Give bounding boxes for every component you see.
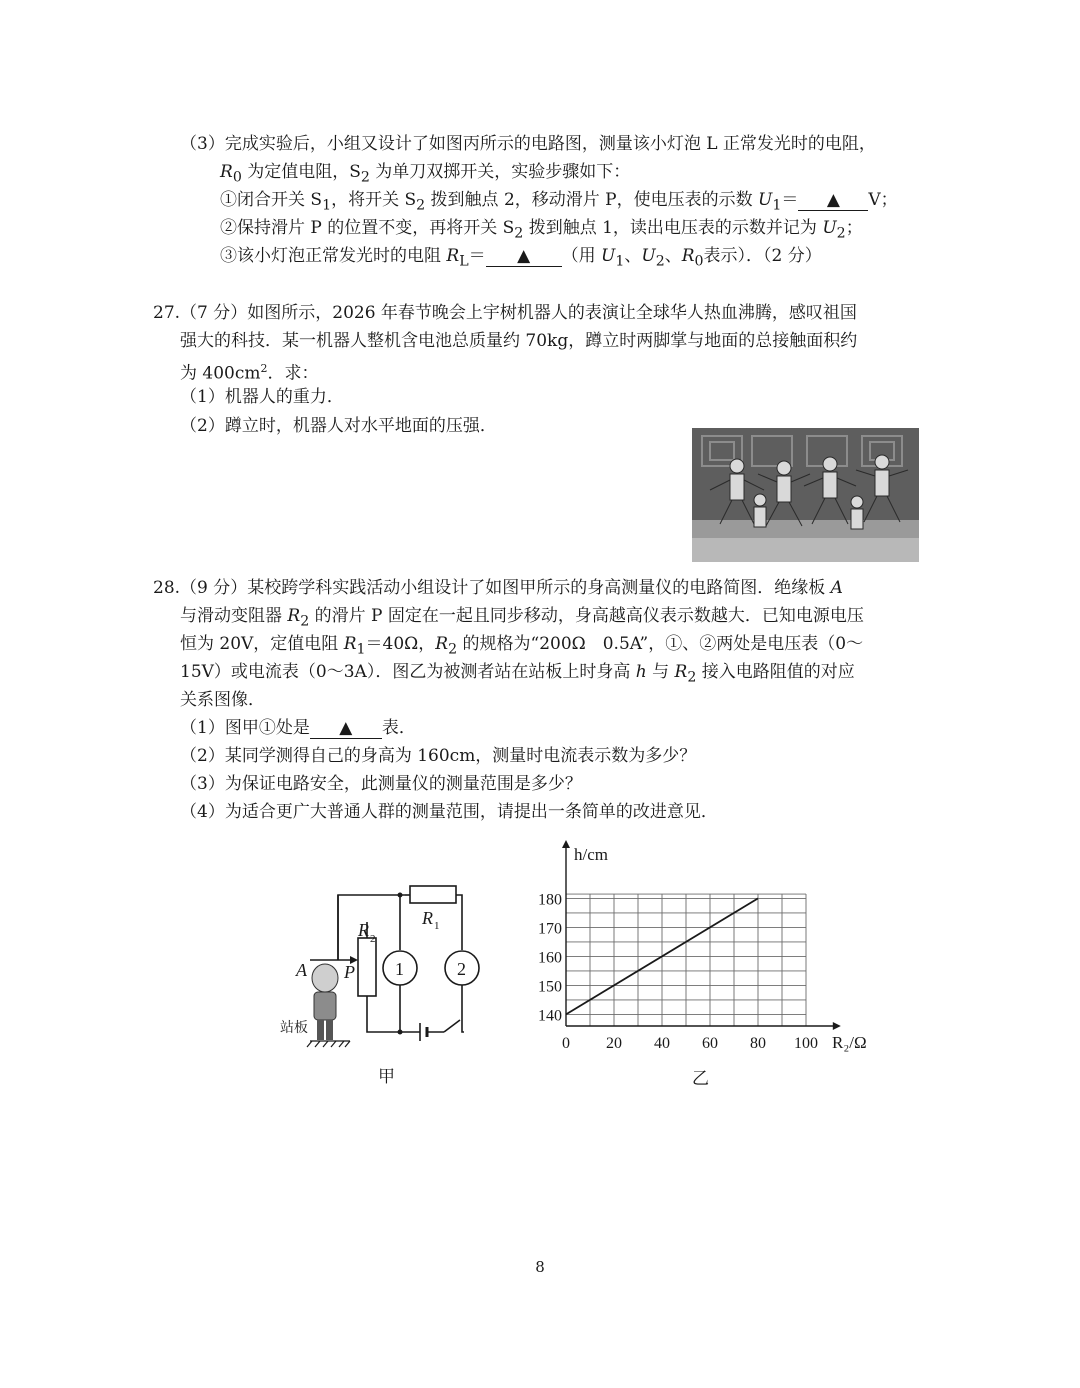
label-a: A — [296, 960, 307, 980]
answer-blank-u1: ▲ — [798, 190, 868, 211]
subscript: 1 — [322, 197, 332, 214]
robot-photo-drawing — [692, 428, 919, 562]
q28-line2 — [180, 604, 864, 633]
height-resistance-chart — [520, 838, 900, 1060]
text: ①闭合开关 S — [220, 190, 323, 210]
superscript: 2 — [260, 362, 268, 375]
variable: U — [641, 246, 656, 266]
variable: h — [635, 662, 647, 682]
text: （1）图甲①处是 — [180, 718, 310, 738]
text: ，将开关 S — [331, 190, 417, 210]
subscript: 1 — [772, 197, 782, 214]
junction-dot — [398, 1030, 403, 1035]
resistor-r2-symbol — [358, 938, 376, 996]
y-tick-label: 140 — [538, 1007, 562, 1025]
text: ＝ — [468, 246, 486, 266]
page-number: 8 — [535, 1258, 545, 1276]
text: 的滑片 P 固定在一起且同步移动，身高越高仪表示数越大．已知电源电压 — [309, 606, 864, 626]
meter-2-label: 2 — [457, 959, 466, 979]
x-tick-label: 40 — [654, 1035, 670, 1052]
resistor-r1-symbol — [410, 886, 456, 903]
q28-line5: 关系图像． — [180, 690, 265, 710]
subscript: 2 — [360, 169, 370, 186]
y-tick-label: 170 — [538, 920, 562, 938]
chart-ticks — [538, 891, 818, 1052]
y-tick-label: 180 — [538, 891, 562, 909]
x-axis-label: R₂/Ω — [832, 1033, 867, 1052]
x-axis-arrowhead — [833, 1022, 841, 1030]
text: 、 — [664, 246, 682, 266]
text: 28.（9 分）某校跨学科实践活动小组设计了如图甲所示的身高测量仪的电路简图．绝缘板 — [153, 578, 831, 598]
variable: R — [343, 634, 357, 654]
x-tick-label: 0 — [562, 1035, 570, 1052]
wire-right — [456, 895, 462, 950]
text: ．求： — [267, 363, 319, 384]
text: ③该小灯泡正常发光时的电阻 — [220, 246, 447, 266]
junction-dot — [398, 893, 403, 898]
figure-jia-caption: 甲 — [378, 1067, 395, 1087]
q28-sub1 — [180, 716, 416, 740]
text: （用 — [561, 246, 602, 266]
q27-sub1: （1）机器人的重力． — [180, 387, 344, 407]
wire-top-left — [338, 895, 405, 960]
subscript: 0 — [232, 169, 242, 186]
variable: U — [822, 218, 837, 238]
y-axis-label: h/cm — [574, 845, 608, 864]
text: ＝ — [781, 190, 799, 210]
chart-axes — [562, 840, 841, 1030]
subscript: 1 — [356, 641, 366, 658]
label-r2-sub: 2 — [370, 933, 376, 945]
q28-line1 — [153, 576, 843, 600]
chart-grid — [566, 894, 806, 1026]
subscript: 2 — [300, 613, 310, 630]
text: 拨到触点 2，移动滑片 P，使电压表的示数 — [425, 190, 759, 210]
robot-performance-photo — [692, 428, 919, 562]
subscript: 2 — [687, 669, 697, 686]
subscript: 2 — [448, 641, 458, 658]
subscript: L — [459, 253, 469, 270]
q28-sub2: （2）某同学测得自己的身高为 160cm，测量时电流表示数为多少？ — [180, 746, 697, 766]
label-r1: R — [422, 908, 433, 928]
text: 的规格为“200Ω 0.5A”，①、②两处是电压表（0～ — [457, 634, 864, 654]
q28-line3 — [180, 632, 863, 661]
variable: U — [758, 190, 773, 210]
person-icon — [312, 964, 338, 1040]
chart-labels — [574, 845, 867, 1052]
y-axis-arrowhead — [562, 840, 570, 848]
text: 接入电路阻值的对应 — [696, 662, 855, 682]
variable: R — [435, 634, 449, 654]
text: 、 — [624, 246, 642, 266]
q28-sub3: （3）为保证电路安全，此测量仪的测量范围是多少？ — [180, 774, 582, 794]
switch-blade — [444, 1020, 460, 1032]
variable: R — [446, 246, 460, 266]
variable: R — [681, 246, 695, 266]
subscript: 1 — [615, 253, 625, 270]
text: 表示）．（2 分） — [703, 246, 822, 266]
label-p: P — [344, 962, 355, 982]
standing-board-label: 站板 — [280, 1020, 308, 1036]
q27-line1: 27.（7 分）如图所示，2026 年春节晚会上宇树机器人的表演让全球华人热血沸腾，感叹祖国 — [153, 303, 857, 323]
q28-sub4: （4）为适合更广大普通人群的测量范围，请提出一条简单的改进意见． — [180, 802, 718, 822]
text: 为单刀双掷开关，实验步骤如下： — [369, 162, 631, 182]
meter-1-label: 1 — [395, 959, 404, 979]
text: V； — [868, 190, 898, 210]
ground-hatch — [307, 1041, 350, 1047]
text: 为 400cm — [180, 363, 261, 384]
text: 拨到触点 1，读出电压表的示数并记为 — [523, 218, 823, 238]
subscript: 2 — [836, 225, 846, 242]
q26-step2 — [220, 216, 863, 245]
subscript: 0 — [694, 253, 704, 270]
variable: A — [830, 578, 843, 598]
wire-bottom-left — [367, 996, 400, 1032]
x-tick-label: 100 — [794, 1035, 818, 1052]
q26-step1 — [220, 188, 898, 217]
figure-yi-caption: 乙 — [692, 1069, 709, 1089]
q27-line3 — [180, 357, 319, 386]
text: ； — [845, 218, 863, 238]
text: 15V）或电流表（0～3A）．图乙为被测者站在站板上时身高 — [180, 662, 636, 682]
x-tick-label: 60 — [702, 1035, 718, 1052]
label-r1-sub: 1 — [434, 920, 440, 932]
label-r2: R — [358, 920, 369, 940]
text: 恒为 20V，定值电阻 — [180, 634, 344, 654]
subscript: 2 — [514, 225, 524, 242]
answer-blank-meter1: ▲ — [310, 718, 382, 739]
circuit-diagram — [270, 860, 490, 1060]
r0-symbol: R — [220, 162, 233, 182]
q26-part3-intro-line2 — [220, 160, 630, 189]
q27-line2: 强大的科技．某一机器人整机含电池总质量约 70kg，蹲立时两脚掌与地面的总接触面积约 — [180, 331, 858, 351]
y-tick-label: 150 — [538, 978, 562, 996]
q26-part3-intro-line1: （3）完成实验后，小组又设计了如图丙所示的电路图，测量该小灯泡 L 正常发光时的电阻， — [180, 134, 876, 154]
subscript: 2 — [416, 197, 426, 214]
text: ＝40Ω， — [365, 634, 436, 654]
text: 与滑动变阻器 — [180, 606, 288, 626]
text: 与 — [646, 662, 675, 682]
answer-blank-rl: ▲ — [486, 246, 562, 267]
variable: R — [287, 606, 301, 626]
text: ②保持滑片 P 的位置不变，再将开关 S — [220, 218, 515, 238]
q28-line4 — [180, 660, 855, 689]
subscript: 2 — [655, 253, 665, 270]
q27-sub2: （2）蹲立时，机器人对水平地面的压强． — [180, 416, 497, 436]
variable: R — [674, 662, 688, 682]
x-tick-label: 80 — [750, 1035, 766, 1052]
y-tick-label: 160 — [538, 949, 562, 967]
variable: U — [601, 246, 616, 266]
text: 为定值电阻，S — [241, 162, 361, 182]
text: 表． — [381, 718, 416, 738]
q26-step3 — [220, 244, 822, 273]
x-tick-label: 20 — [606, 1035, 622, 1052]
